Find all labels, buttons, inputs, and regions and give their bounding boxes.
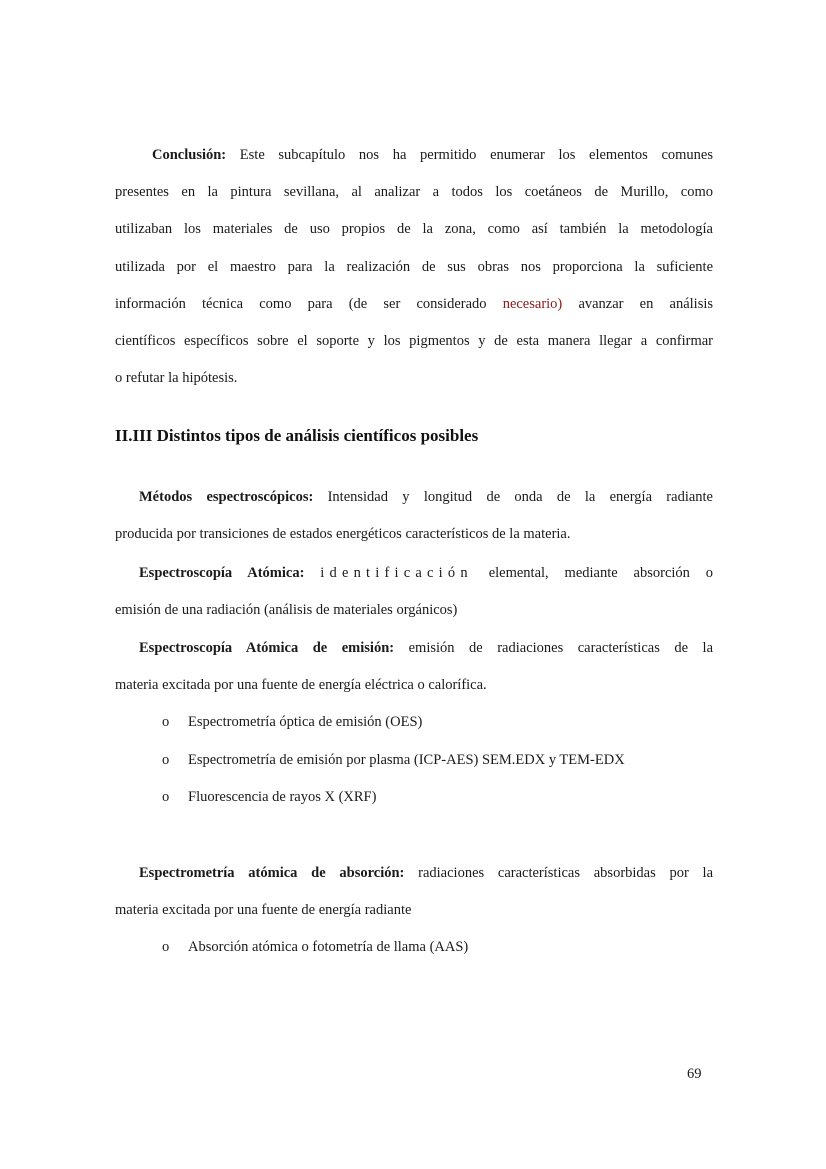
conclusion-line-4: utilizada por el maestro para la realización de sus obras nos proporciona la suficiente xyxy=(115,258,713,275)
absorcion-line-2: materia excitada por una fuente de energía radiante xyxy=(115,902,412,919)
atomica-line-2: emisión de una radiación (análisis de materiales orgánicos) xyxy=(115,602,458,619)
metodos-line-2: producida por transiciones de estados energéticos característicos de la materia. xyxy=(115,526,571,543)
metodos-line-1: Métodos espectroscópicos: Intensidad y longitud de onda de la energía radiante xyxy=(139,489,713,505)
list-item: o Espectrometría óptica de emisión (OES) xyxy=(162,714,423,730)
list-item: o Absorción atómica o fotometría de llama (AAS) xyxy=(162,939,469,955)
conclusion-line-6: científicos específicos sobre el soporte y los pigmentos y de esta manera llegar a confirmar xyxy=(115,332,713,349)
metodos-label: Métodos espectroscópicos: xyxy=(139,489,314,505)
conclusion-line-1: Conclusión: Este subcapítulo nos ha permitido enumerar los elementos comunes xyxy=(152,147,714,163)
absorcion-label: Espectrometría atómica de absorción: xyxy=(139,865,405,881)
conclusion-label: Conclusión: xyxy=(152,147,227,163)
conclusion-paragraph xyxy=(115,148,713,408)
absorcion-line-1: Espectrometría atómica de absorción: radiaciones características absorbidas por la xyxy=(139,865,714,881)
section-heading: II.III Distintos tipos de análisis científicos posibles xyxy=(115,426,479,445)
emision-line-1: Espectroscopía Atómica de emisión: emisión de radiaciones características de la xyxy=(139,640,714,656)
conclusion-line-7: o refutar la hipótesis. xyxy=(115,370,238,387)
list-item: o Espectrometría de emisión por plasma (ICP-AES) SEM.EDX y TEM-EDX xyxy=(162,752,625,768)
metodos-paragraph xyxy=(115,490,713,564)
page-number: 69 xyxy=(687,1066,702,1082)
list-item: o Fluorescencia de rayos X (XRF) xyxy=(162,789,377,805)
bullet-marker: o xyxy=(162,789,170,805)
bullet-marker: o xyxy=(162,714,170,730)
absorcion-paragraph xyxy=(115,866,713,940)
conclusion-line-5: información técnica como para (de ser considerado necesario) avanzar en análisis xyxy=(115,295,714,312)
atomica-paragraph xyxy=(115,566,713,640)
emision-line-2: materia excitada por una fuente de energía eléctrica o calorífica. xyxy=(115,677,487,694)
conclusion-line-2: presentes en la pintura sevillana, al analizar a todos los coetáneos de Murillo, como xyxy=(115,184,713,201)
atomica-line-1: Espectroscopía Atómica: identificación elemental, mediante absorción o xyxy=(139,565,714,581)
red-text: necesario) xyxy=(502,295,563,312)
bullet-marker: o xyxy=(162,939,170,955)
emision-label: Espectroscopía Atómica de emisión: xyxy=(139,640,395,656)
emision-paragraph xyxy=(115,641,713,715)
bullet-marker: o xyxy=(162,752,170,768)
atomica-label: Espectroscopía Atómica: xyxy=(139,565,305,581)
conclusion-line-3: utilizaban los materiales de uso propios de la zona, como así también la metodología xyxy=(115,221,713,238)
